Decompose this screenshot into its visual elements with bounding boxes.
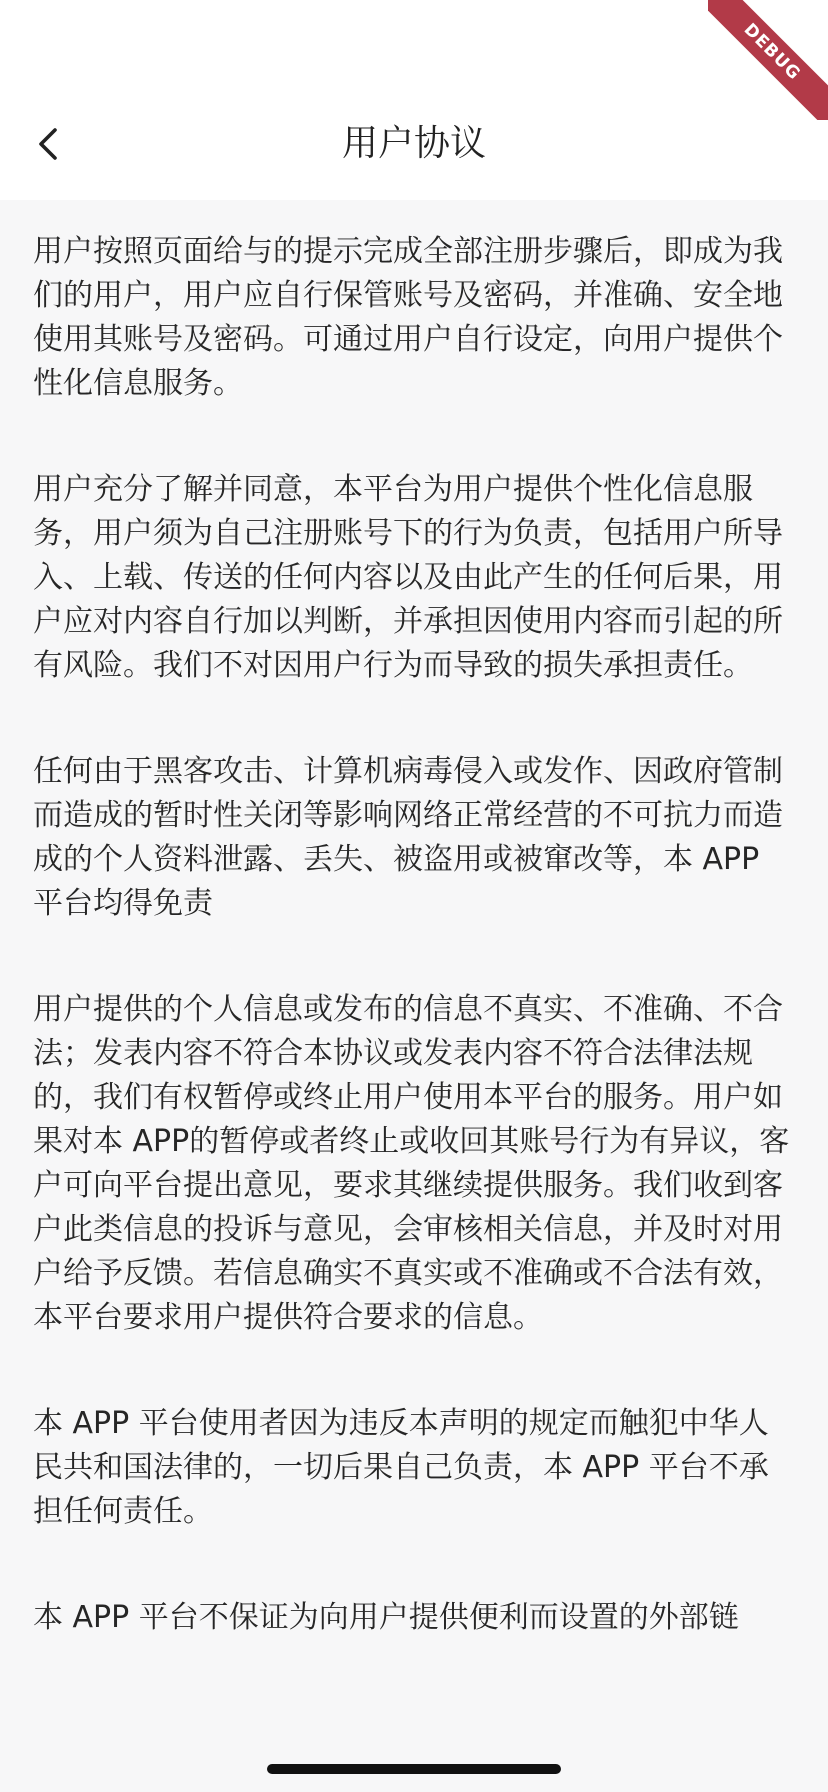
agreement-content[interactable] xyxy=(0,200,828,1720)
debug-banner xyxy=(708,0,828,120)
agreement-paragraph: 本 APP 平台不保证为向用户提供便利而设置的外部链 xyxy=(33,1600,739,1635)
agreement-paragraph: 用户提供的个人信息或发布的信息不真实、不准确、不合法；发表内容不符合本协议或发表内容不符合法律法规的，我们有权暂停或终止用户使用本平台的服务。用户如果对本 APP的暂停或者终止或收回其账号行为有异议，客户可向平台提出意见，要求其继续提供服务。我们收到客户此类信息的投诉与意见，会审核相关信息，并及时对用户给予反馈。若信息确实不真实或不准确或不合法有效，本平台要求用户提供符合要求的信息。 xyxy=(33,992,790,1335)
agreement-paragraph: 用户按照页面给与的提示完成全部注册步骤后，即成为我们的用户，用户应自行保管账号及密码，并准确、安全地使用其账号及密码。可通过用户自行设定，向用户提供个性化信息服务。 xyxy=(33,234,783,401)
app-bar xyxy=(0,0,828,200)
agreement-paragraph: 本 APP 平台使用者因为违反本声明的规定而触犯中华人民共和国法律的，一切后果自己负责，本 APP 平台不承担任何责任。 xyxy=(33,1406,769,1529)
page-title: 用户协议 xyxy=(341,123,486,164)
agreement-paragraph: 用户充分了解并同意，本平台为用户提供个性化信息服务，用户须为自己注册账号下的行为负责，包括用户所导入、上载、传送的任何内容以及由此产生的任何后果，用户应对内容自行加以判断，并承担因使用内容而引起的所有风险。我们不对因用户行为而导致的损失承担责任。 xyxy=(33,472,783,683)
debug-label: DEBUG xyxy=(708,0,828,120)
home-indicator[interactable] xyxy=(267,1764,561,1774)
agreement-paragraph: 任何由于黑客攻击、计算机病毒侵入或发作、因政府管制而造成的暂时性关闭等影响网络正常经营的不可抗力而造成的个人资料泄露、丢失、被盗用或被窜改等，本 APP 平台均得免责 xyxy=(33,754,783,921)
